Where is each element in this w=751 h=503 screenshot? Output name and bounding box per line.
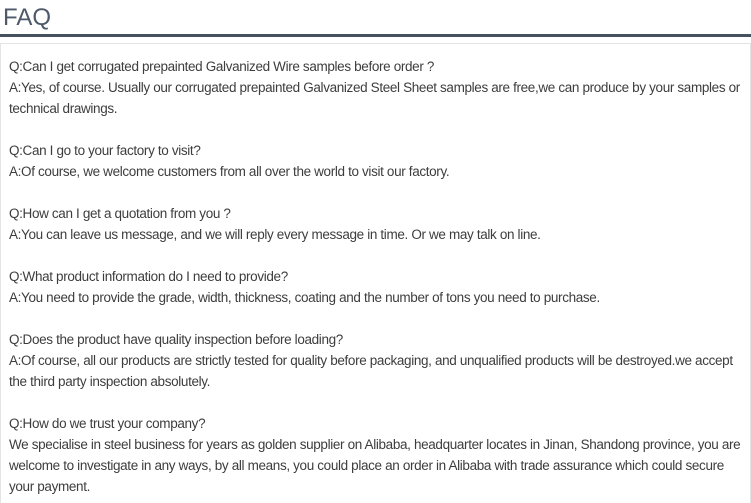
faq-item [9, 56, 742, 119]
title-divider [0, 34, 751, 37]
faq-answer: We specialise in steel business for years as golden supplier on Alibaba, headquarter locates in Jinan, Shandong province, you are welcome to investigate in any ways, by all means, you could place an order in Alibaba with trade assurance which could secure your payment. [9, 437, 741, 494]
faq-answer: A:You need to provide the grade, width, thickness, coating and the number of tons you need to purchase. [9, 290, 600, 305]
faq-question: Q:How do we trust your company? [9, 416, 206, 431]
faq-content-panel [0, 43, 751, 503]
faq-item [9, 329, 742, 392]
faq-item [9, 203, 742, 245]
faq-item [9, 140, 742, 182]
faq-question: Q:What product information do I need to provide? [9, 269, 288, 284]
faq-question: Q:Can I go to your factory to visit? [9, 143, 201, 158]
faq-question: Q:Can I get corrugated prepainted Galvanized Wire samples before order ? [9, 59, 435, 74]
page-title: FAQ [3, 4, 52, 31]
faq-answer: A:You can leave us message, and we will reply every message in time. Or we may talk on line. [9, 227, 541, 242]
faq-question: Q:Does the product have quality inspection before loading? [9, 332, 343, 347]
faq-question: Q:How can I get a quotation from you ? [9, 206, 231, 221]
faq-item [9, 266, 742, 308]
faq-item [9, 413, 742, 497]
faq-answer: A:Of course, we welcome customers from all over the world to visit our factory. [9, 164, 450, 179]
faq-answer: A:Yes, of course. Usually our corrugated prepainted Galvanized Steel Sheet samples are free,we can produce by your samples or technical drawings. [9, 80, 740, 116]
faq-answer: A:Of course, all our products are strictly tested for quality before packaging, and unqualified products will be destroyed.we accept the third party inspection absolutely. [9, 353, 733, 389]
